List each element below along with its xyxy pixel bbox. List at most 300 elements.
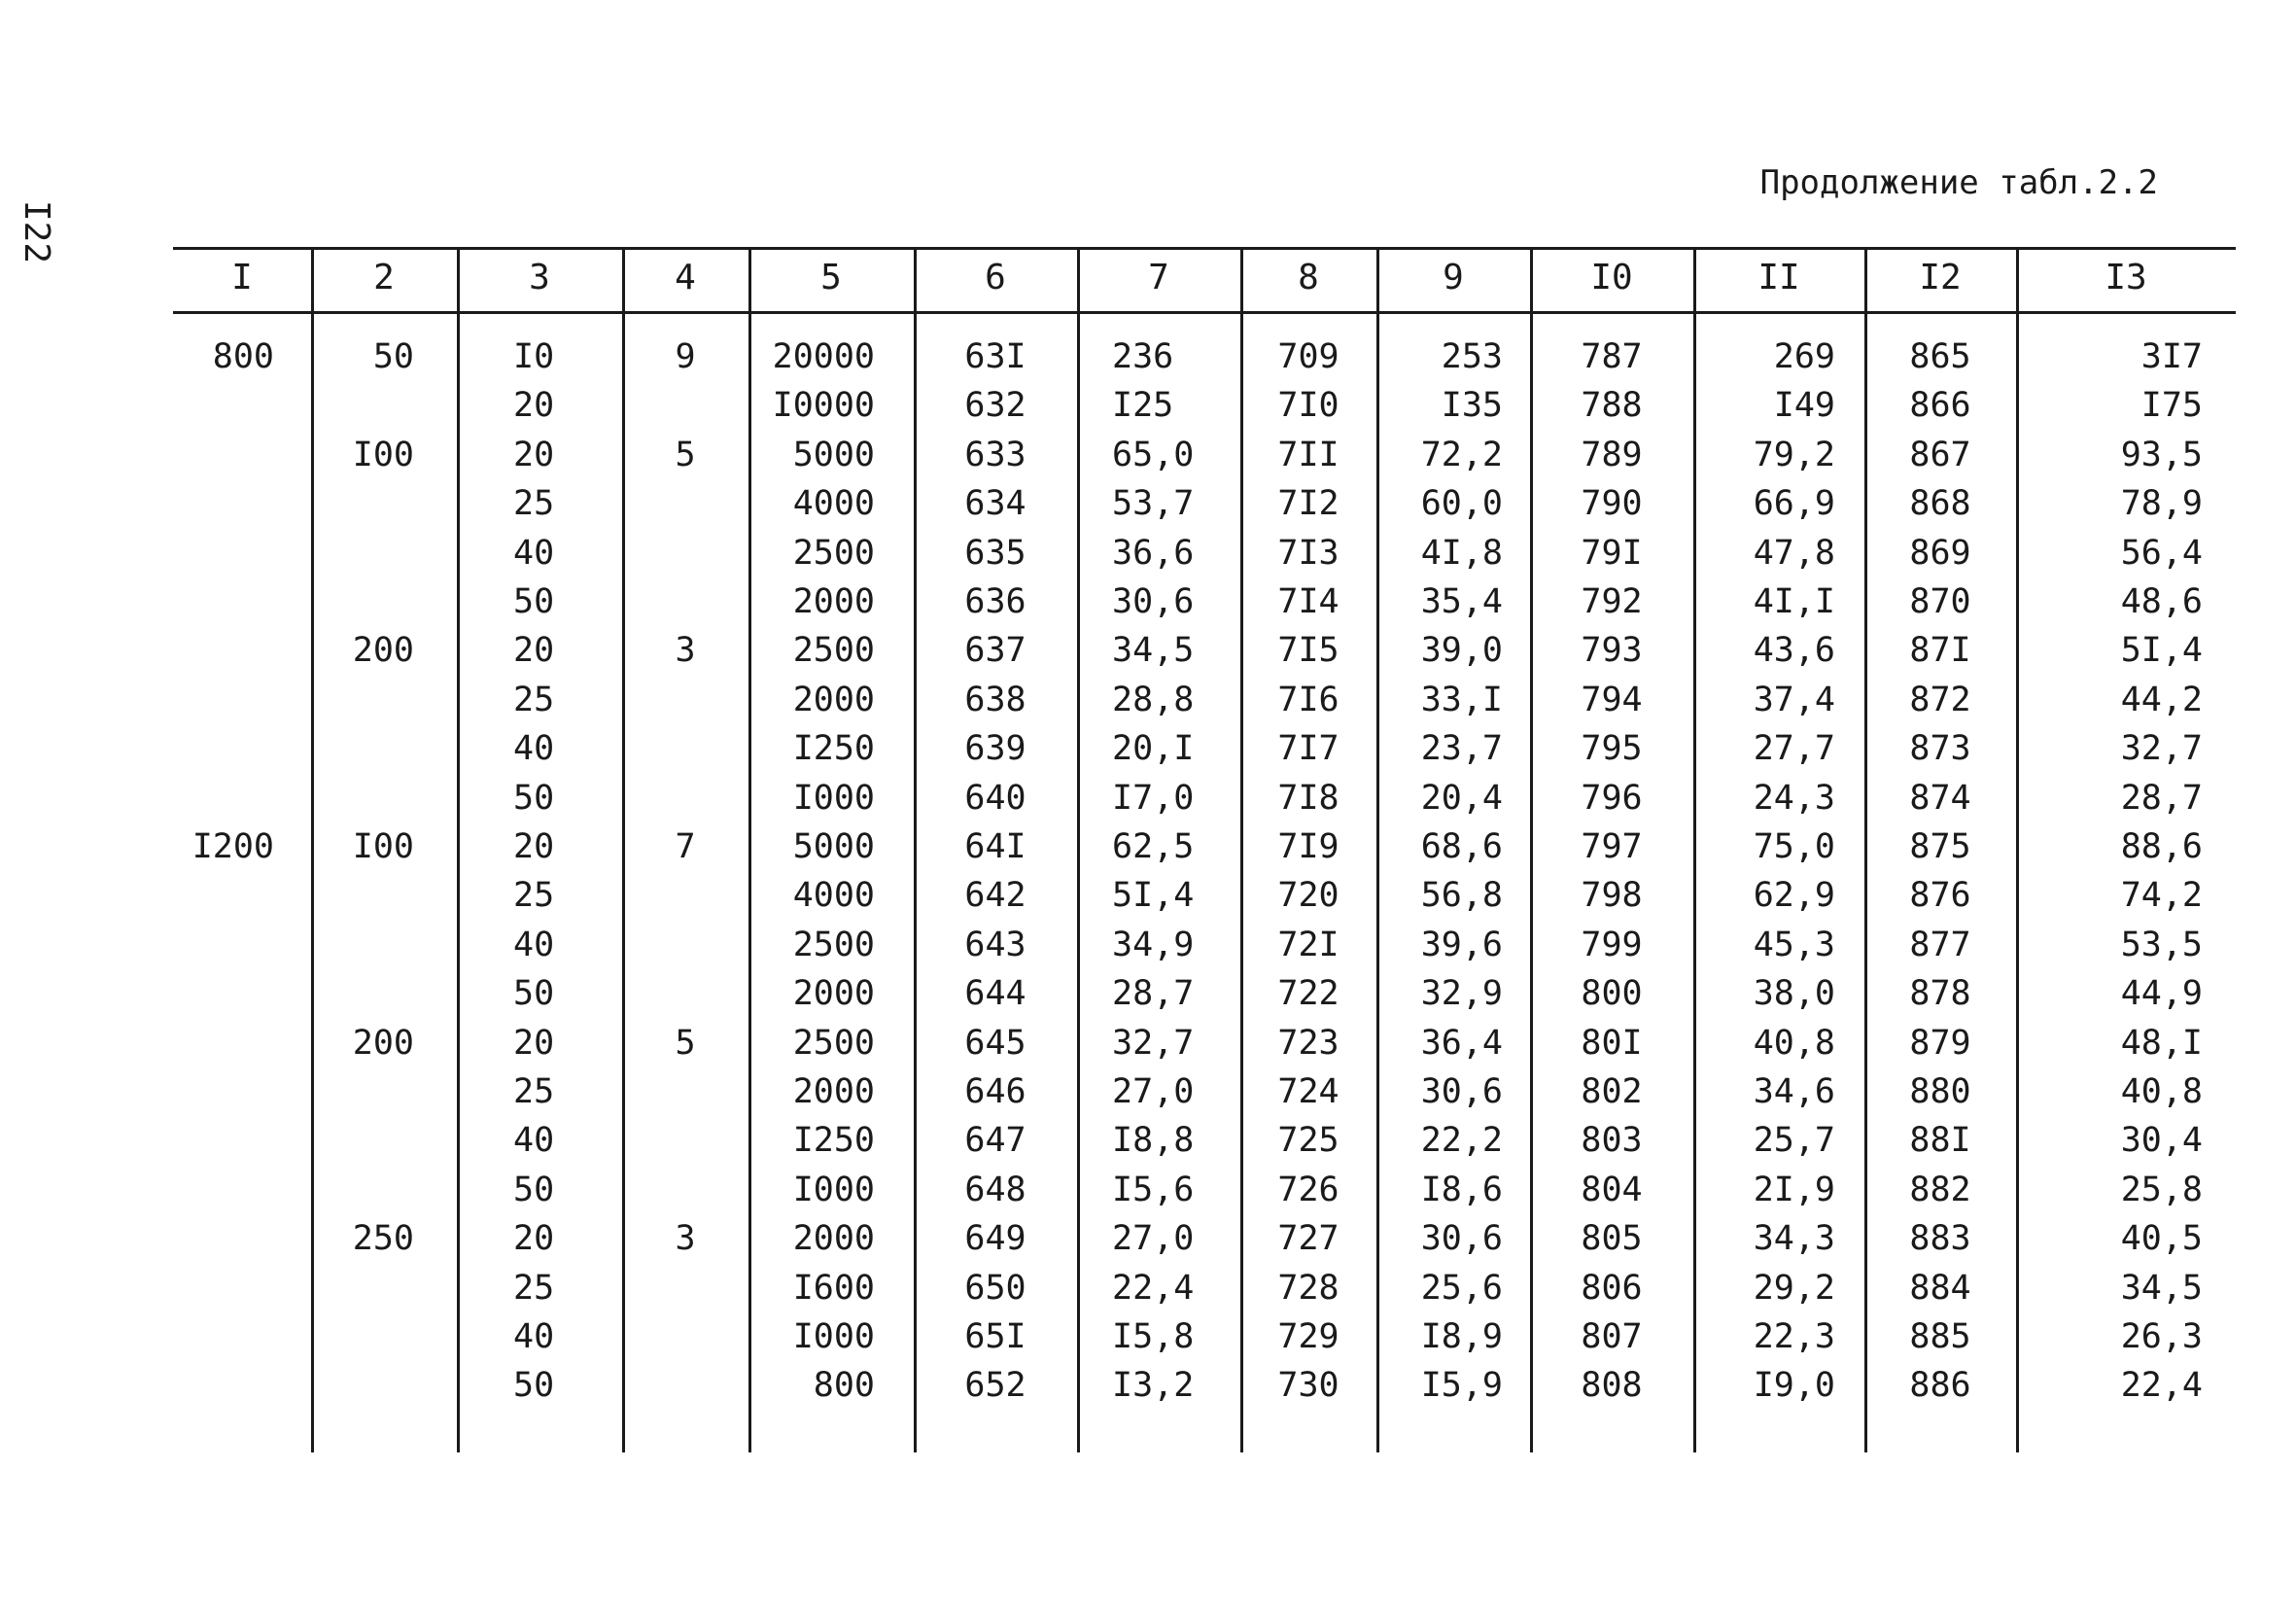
- table-cell: 200: [352, 631, 414, 671]
- table-header-rule: [173, 311, 2236, 314]
- table-cell: I75: [2140, 386, 2203, 426]
- table-cell: [173, 1312, 311, 1361]
- table-cell: [311, 724, 457, 773]
- table-cell: [311, 577, 457, 626]
- table-cell: 48,I: [2120, 1023, 2203, 1063]
- table-cell: [311, 529, 457, 577]
- table-cell: 25: [513, 484, 555, 524]
- table-cell: I3,2: [1112, 1366, 1195, 1406]
- table-cell: I0000: [772, 386, 875, 426]
- table-cell: [622, 381, 748, 430]
- table-cell: 649: [964, 1219, 1026, 1259]
- table-cell: 79I: [1581, 533, 1643, 573]
- table-cell: 56,4: [2120, 533, 2203, 573]
- table-cell: 87I: [1909, 631, 1971, 671]
- table-cell: [311, 1116, 457, 1165]
- table-cell: 30,6: [1112, 582, 1195, 621]
- table-cell: 250: [352, 1219, 414, 1259]
- column-header: 7: [1148, 258, 1169, 297]
- table-row: [0, 1361, 2296, 1410]
- table-cell: 7: [675, 827, 696, 866]
- table-cell: 720: [1277, 876, 1339, 916]
- table-cell: I35: [1441, 386, 1503, 426]
- table-cell: 2500: [792, 533, 875, 573]
- table-cell: 20: [513, 435, 555, 474]
- table-row: [0, 724, 2296, 773]
- table-row: [0, 1019, 2296, 1067]
- table-cell: [622, 1116, 748, 1165]
- table-cell: 40: [513, 533, 555, 573]
- table-cell: 2000: [792, 974, 875, 1014]
- table-cell: 799: [1581, 925, 1643, 964]
- table-cell: 20,I: [1112, 729, 1195, 769]
- table-cell: 723: [1277, 1023, 1339, 1063]
- table-cell: 32,7: [1112, 1023, 1195, 1063]
- table-cell: 33,I: [1420, 680, 1503, 719]
- table-cell: 633: [964, 435, 1026, 474]
- table-cell: 885: [1909, 1317, 1971, 1356]
- table-row: [0, 431, 2296, 479]
- table-cell: 74,2: [2120, 876, 2203, 916]
- table-cell: 643: [964, 925, 1026, 964]
- table-cell: 40,5: [2120, 1219, 2203, 1259]
- table-cell: 34,9: [1112, 925, 1195, 964]
- table-cell: 7I0: [1277, 386, 1339, 426]
- table-cell: I8,9: [1420, 1317, 1503, 1356]
- table-cell: 22,4: [1112, 1268, 1195, 1308]
- table-cell: I250: [792, 1121, 875, 1161]
- table-cell: 808: [1581, 1366, 1643, 1406]
- table-cell: 800: [1581, 974, 1643, 1014]
- table-cell: [311, 676, 457, 724]
- table-row: [0, 1116, 2296, 1165]
- table-cell: 28,7: [1112, 974, 1195, 1014]
- table-cell: 37,4: [1753, 680, 1835, 719]
- table-cell: 32,7: [2120, 729, 2203, 769]
- table-cell: I8,8: [1112, 1121, 1195, 1161]
- table-cell: 24,3: [1753, 778, 1835, 818]
- table-cell: 50: [513, 778, 555, 818]
- table-cell: [173, 577, 311, 626]
- table-cell: [311, 969, 457, 1018]
- table-cell: 867: [1909, 435, 1971, 474]
- table-cell: 72I: [1277, 925, 1339, 964]
- table-cell: [311, 1264, 457, 1312]
- table-row: [0, 1166, 2296, 1214]
- table-cell: 4000: [792, 876, 875, 916]
- table-cell: 872: [1909, 680, 1971, 719]
- table-cell: 78,9: [2120, 484, 2203, 524]
- table-cell: 68,6: [1420, 827, 1503, 866]
- table-cell: [622, 921, 748, 969]
- table-cell: 93,5: [2120, 435, 2203, 474]
- table-cell: 800: [813, 1366, 875, 1406]
- table-cell: I25: [1112, 386, 1174, 426]
- table-row: [0, 822, 2296, 871]
- table-cell: 4I,8: [1420, 533, 1503, 573]
- table-cell: [622, 969, 748, 1018]
- table-cell: 3: [675, 1219, 696, 1259]
- table-cell: 873: [1909, 729, 1971, 769]
- table-cell: 34,5: [1112, 631, 1195, 671]
- table-cell: 865: [1909, 337, 1971, 376]
- table-cell: 636: [964, 582, 1026, 621]
- table-cell: 48,6: [2120, 582, 2203, 621]
- column-header: 3: [529, 258, 550, 297]
- table-cell: [173, 724, 311, 773]
- table-cell: [173, 1166, 311, 1214]
- table-cell: 883: [1909, 1219, 1971, 1259]
- table-cell: 269: [1773, 337, 1835, 376]
- table-cell: I00: [352, 827, 414, 866]
- table-cell: 25: [513, 1268, 555, 1308]
- table-cell: 22,3: [1753, 1317, 1835, 1356]
- table-cell: 722: [1277, 974, 1339, 1014]
- table-top-rule: [173, 247, 2236, 250]
- table-cell: 25,8: [2120, 1170, 2203, 1209]
- table-cell: I000: [792, 1170, 875, 1209]
- table-cell: 36,6: [1112, 533, 1195, 573]
- column-header: 4: [675, 258, 696, 297]
- table-cell: 40,8: [1753, 1023, 1835, 1063]
- table-cell: [311, 1166, 457, 1214]
- table-cell: 709: [1277, 337, 1339, 376]
- table-cell: [173, 479, 311, 528]
- table-cell: 53,5: [2120, 925, 2203, 964]
- table-cell: 2000: [792, 582, 875, 621]
- table-cell: 2500: [792, 631, 875, 671]
- table-caption: Продолжение табл.2.2: [1759, 163, 2158, 202]
- table-cell: 645: [964, 1023, 1026, 1063]
- table-cell: 253: [1441, 337, 1503, 376]
- table-cell: 7I7: [1277, 729, 1339, 769]
- column-header: I3: [2105, 258, 2147, 297]
- table-cell: 7I9: [1277, 827, 1339, 866]
- table-cell: 2000: [792, 680, 875, 719]
- table-cell: 22,4: [2120, 1366, 2203, 1406]
- table-cell: 868: [1909, 484, 1971, 524]
- table-row: [0, 479, 2296, 528]
- column-header: 2: [373, 258, 395, 297]
- table-cell: 64I: [964, 827, 1026, 866]
- table-row: [0, 676, 2296, 724]
- table-cell: 22,2: [1420, 1121, 1503, 1161]
- table-cell: [622, 1166, 748, 1214]
- table-cell: 62,9: [1753, 876, 1835, 916]
- table-cell: [622, 676, 748, 724]
- table-cell: [311, 479, 457, 528]
- table-cell: [622, 871, 748, 920]
- table-row: [0, 921, 2296, 969]
- table-cell: 40,8: [2120, 1072, 2203, 1111]
- table-cell: [311, 381, 457, 430]
- table-cell: 47,8: [1753, 533, 1835, 573]
- table-cell: 2500: [792, 1023, 875, 1063]
- table-cell: 788: [1581, 386, 1643, 426]
- table-cell: 878: [1909, 974, 1971, 1014]
- table-cell: 25: [513, 1072, 555, 1111]
- table-cell: 34,6: [1753, 1072, 1835, 1111]
- table-cell: 4000: [792, 484, 875, 524]
- table-cell: [173, 969, 311, 1018]
- table-cell: 44,9: [2120, 974, 2203, 1014]
- table-cell: 30,6: [1420, 1072, 1503, 1111]
- table-cell: 726: [1277, 1170, 1339, 1209]
- column-header: II: [1757, 258, 1800, 297]
- table-cell: 20: [513, 1219, 555, 1259]
- table-cell: 637: [964, 631, 1026, 671]
- table-cell: 802: [1581, 1072, 1643, 1111]
- column-header: 6: [985, 258, 1006, 297]
- table-cell: [622, 529, 748, 577]
- table-cell: 28,8: [1112, 680, 1195, 719]
- table-cell: I600: [792, 1268, 875, 1308]
- table-cell: 40: [513, 925, 555, 964]
- table-cell: 25,6: [1420, 1268, 1503, 1308]
- table-cell: 797: [1581, 827, 1643, 866]
- table-cell: [173, 774, 311, 822]
- table-cell: 40: [513, 1317, 555, 1356]
- table-cell: 43,6: [1753, 631, 1835, 671]
- table-row: [0, 969, 2296, 1018]
- table-cell: [173, 676, 311, 724]
- table-cell: 787: [1581, 337, 1643, 376]
- table-cell: I49: [1773, 386, 1835, 426]
- column-header: I0: [1590, 258, 1633, 297]
- table-cell: 806: [1581, 1268, 1643, 1308]
- table-cell: 724: [1277, 1072, 1339, 1111]
- table-cell: I5,9: [1420, 1366, 1503, 1406]
- table-cell: 807: [1581, 1317, 1643, 1356]
- table-cell: 5000: [792, 827, 875, 866]
- table-cell: 870: [1909, 582, 1971, 621]
- table-cell: [173, 1361, 311, 1410]
- table-cell: 648: [964, 1170, 1026, 1209]
- table-cell: 32,9: [1420, 974, 1503, 1014]
- table-cell: 50: [513, 1366, 555, 1406]
- table-row: [0, 1312, 2296, 1361]
- table-cell: 804: [1581, 1170, 1643, 1209]
- table-cell: 26,3: [2120, 1317, 2203, 1356]
- table-cell: [622, 479, 748, 528]
- table-cell: 50: [513, 1170, 555, 1209]
- table-cell: 798: [1581, 876, 1643, 916]
- table-cell: 30,6: [1420, 1219, 1503, 1259]
- table-cell: 652: [964, 1366, 1026, 1406]
- table-cell: 869: [1909, 533, 1971, 573]
- table-cell: 2I,9: [1753, 1170, 1835, 1209]
- table-cell: I00: [352, 435, 414, 474]
- table-cell: 2500: [792, 925, 875, 964]
- table-cell: I8,6: [1420, 1170, 1503, 1209]
- table-cell: 40: [513, 1121, 555, 1161]
- table-row: [0, 577, 2296, 626]
- table-cell: 25: [513, 680, 555, 719]
- table-cell: 63I: [964, 337, 1026, 376]
- table-cell: 5I,4: [2120, 631, 2203, 671]
- table-cell: 3I7: [2140, 337, 2203, 376]
- table-cell: 45,3: [1753, 925, 1835, 964]
- table-cell: 7I8: [1277, 778, 1339, 818]
- table-cell: 39,6: [1420, 925, 1503, 964]
- table-cell: 638: [964, 680, 1026, 719]
- table-cell: 20,4: [1420, 778, 1503, 818]
- table-cell: 793: [1581, 631, 1643, 671]
- table-cell: 27,7: [1753, 729, 1835, 769]
- table-cell: 56,8: [1420, 876, 1503, 916]
- table-cell: 725: [1277, 1121, 1339, 1161]
- table-cell: 7I2: [1277, 484, 1339, 524]
- table-cell: I250: [792, 729, 875, 769]
- table-cell: [173, 871, 311, 920]
- table-cell: [622, 577, 748, 626]
- table-cell: 876: [1909, 876, 1971, 916]
- table-cell: 7I3: [1277, 533, 1339, 573]
- table-cell: 4I,I: [1753, 582, 1835, 621]
- table-cell: 790: [1581, 484, 1643, 524]
- table-cell: I200: [191, 827, 274, 866]
- table-cell: 44,2: [2120, 680, 2203, 719]
- table-cell: 60,0: [1420, 484, 1503, 524]
- table-cell: 79,2: [1753, 435, 1835, 474]
- table-cell: 25,7: [1753, 1121, 1835, 1161]
- table-cell: 5: [675, 1023, 696, 1063]
- table-cell: 23,7: [1420, 729, 1503, 769]
- table-cell: 880: [1909, 1072, 1971, 1111]
- table-cell: 80I: [1581, 1023, 1643, 1063]
- table-cell: [173, 626, 311, 675]
- table-cell: 50: [513, 582, 555, 621]
- table-cell: 50: [372, 337, 414, 376]
- table-cell: 36,4: [1420, 1023, 1503, 1063]
- table-cell: 28,7: [2120, 778, 2203, 818]
- table-cell: [173, 1116, 311, 1165]
- table-row: [0, 774, 2296, 822]
- table-cell: 647: [964, 1121, 1026, 1161]
- column-header: 5: [820, 258, 842, 297]
- table-cell: [622, 1312, 748, 1361]
- table-cell: 634: [964, 484, 1026, 524]
- table-cell: 794: [1581, 680, 1643, 719]
- table-cell: [622, 774, 748, 822]
- table-cell: 646: [964, 1072, 1026, 1111]
- table-cell: [311, 1361, 457, 1410]
- table-row: [0, 1214, 2296, 1263]
- table-cell: 796: [1581, 778, 1643, 818]
- table-cell: 50: [513, 974, 555, 1014]
- page-number: I22: [17, 200, 56, 264]
- table-row: [0, 332, 2296, 381]
- table-cell: 877: [1909, 925, 1971, 964]
- table-cell: [173, 1019, 311, 1067]
- table-cell: 789: [1581, 435, 1643, 474]
- table-cell: 5I,4: [1112, 876, 1195, 916]
- table-cell: 27,0: [1112, 1219, 1195, 1259]
- table-cell: 38,0: [1753, 974, 1835, 1014]
- table-cell: 879: [1909, 1023, 1971, 1063]
- table-cell: [173, 1214, 311, 1263]
- table-cell: 29,2: [1753, 1268, 1835, 1308]
- table-row: [0, 1264, 2296, 1312]
- table-cell: 644: [964, 974, 1026, 1014]
- table-cell: [311, 921, 457, 969]
- table-cell: 866: [1909, 386, 1971, 426]
- table-cell: 2000: [792, 1219, 875, 1259]
- table-cell: 34,3: [1753, 1219, 1835, 1259]
- table-cell: 7I5: [1277, 631, 1339, 671]
- table-cell: 88I: [1909, 1121, 1971, 1161]
- table-cell: 27,0: [1112, 1072, 1195, 1111]
- table-cell: [173, 921, 311, 969]
- table-cell: 20000: [772, 337, 875, 376]
- table-cell: 728: [1277, 1268, 1339, 1308]
- table-cell: 65I: [964, 1317, 1026, 1356]
- table-cell: 72,2: [1420, 435, 1503, 474]
- table-cell: 7I4: [1277, 582, 1339, 621]
- table-cell: [622, 1361, 748, 1410]
- table-cell: 53,7: [1112, 484, 1195, 524]
- column-header: I2: [1919, 258, 1962, 297]
- table-cell: 66,9: [1753, 484, 1835, 524]
- table-cell: [173, 529, 311, 577]
- table-cell: I000: [792, 1317, 875, 1356]
- table-cell: 88,6: [2120, 827, 2203, 866]
- table-cell: 886: [1909, 1366, 1971, 1406]
- table-cell: 2000: [792, 1072, 875, 1111]
- table-cell: [173, 1264, 311, 1312]
- table-cell: [622, 1264, 748, 1312]
- table-cell: [311, 1312, 457, 1361]
- table-cell: [311, 774, 457, 822]
- table-cell: 236: [1112, 337, 1174, 376]
- table-cell: 632: [964, 386, 1026, 426]
- table-cell: 874: [1909, 778, 1971, 818]
- table-cell: 39,0: [1420, 631, 1503, 671]
- table-cell: 795: [1581, 729, 1643, 769]
- table-cell: 639: [964, 729, 1026, 769]
- table-cell: 20: [513, 827, 555, 866]
- table-cell: 635: [964, 533, 1026, 573]
- table-cell: 75,0: [1753, 827, 1835, 866]
- table-cell: 35,4: [1420, 582, 1503, 621]
- table-cell: [311, 1067, 457, 1116]
- table-cell: I7,0: [1112, 778, 1195, 818]
- table-cell: 20: [513, 631, 555, 671]
- table-cell: 884: [1909, 1268, 1971, 1308]
- table-cell: [622, 724, 748, 773]
- table-cell: 792: [1581, 582, 1643, 621]
- table-cell: I0: [513, 337, 555, 376]
- table-cell: 642: [964, 876, 1026, 916]
- table-cell: 882: [1909, 1170, 1971, 1209]
- table-row: [0, 626, 2296, 675]
- table-cell: 62,5: [1112, 827, 1195, 866]
- table-row: [0, 529, 2296, 577]
- table-cell: 20: [513, 386, 555, 426]
- table-cell: 640: [964, 778, 1026, 818]
- table-cell: 5: [675, 435, 696, 474]
- table-cell: 650: [964, 1268, 1026, 1308]
- column-header: I: [231, 258, 253, 297]
- table-cell: [311, 871, 457, 920]
- table-cell: I000: [792, 778, 875, 818]
- table-cell: 40: [513, 729, 555, 769]
- table-cell: I5,8: [1112, 1317, 1195, 1356]
- table-cell: 7I6: [1277, 680, 1339, 719]
- table-cell: 5000: [792, 435, 875, 474]
- table-cell: 803: [1581, 1121, 1643, 1161]
- column-header: 8: [1298, 258, 1319, 297]
